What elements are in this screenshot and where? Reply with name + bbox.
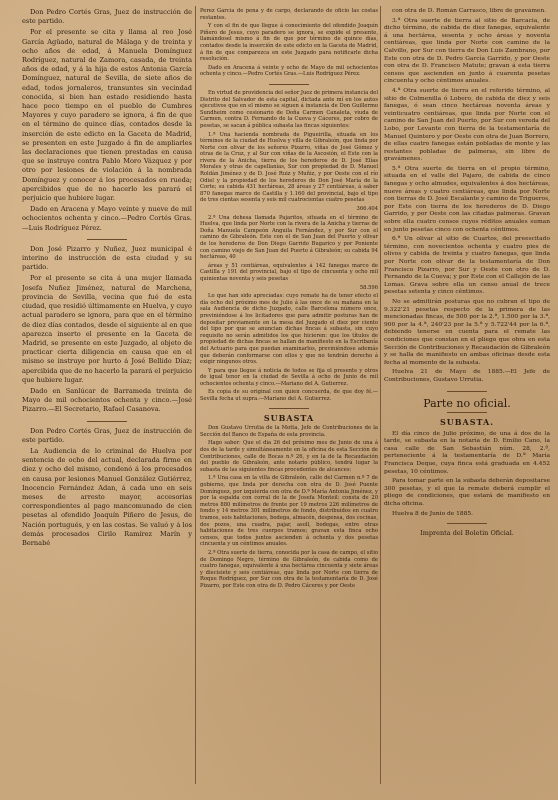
- price-value: 366.404: [356, 206, 378, 213]
- notice-date: Huelva 8 de Junio de 1885.: [392, 510, 474, 517]
- notice-signature: Dado en Sanlúcar de Barrameda treinta de Mayo de mil ochocientos ochenta y cinco.—José Pizarro.—El Secretario, Rafael Casanova.: [22, 386, 192, 414]
- notice-body: 5.ª Otra suerte de tierra en el propio término, situada en el valle del Pajaro, de cabida de cinco fanegas y ocho almudes, equivalentes á dos hectáreas, nueve áreas y cuatro centiáreas, que linda por Norte con tierras de D. José Escalante y camino de Trigueros, por Este con tierra de los herederos de D. Diego Garrido, y por Oeste con las citadas palmeras. Gravan sobre ella cuatro censos cuyos réditos anuales suman en junto pesetas cinco con ochenta céntimos.: [384, 165, 550, 233]
- notice-body: 2.ª Una dehesa llamada Pajaritos, situada en el término de Huelva, que linda por Norte con la rivera de la Anicha y tierras de Doña Manuela Campeón Anguila Fernández, y por Sur con el camino de Gibraleón. Este con el de San Juan del Puerto y olivar de los herederos de Don Diego Garrido Bugarico y por Poniente con camino viejo de San Juan del Puerto á Gibraleón; su cabida 94 hectáreas, 40: [200, 214, 378, 261]
- separator: [87, 239, 127, 240]
- notice-body: 6.ª Un olivar al sitio de Cuartos, del preescitado término, con novecientos ochenta y cuatro pies de olivos y cabida de treinta y cuatro fanegas, que linda por Norte con olivar de la testamentaría de Don Francisco Pizarro, por Sur y Oeste con otro de D. Fernando de la Cueva; y por Este con el Callejón de las Lomas. Grava sobre ella un censo anual de trece pesetas setenta y cinco céntimos.: [384, 236, 550, 296]
- notice-heading: Don Pedro Cortés Gras, Juez de instrucción de este partido.: [22, 426, 192, 444]
- separator: [269, 84, 309, 85]
- section-title-subasta: SUBASTA: [263, 412, 315, 423]
- notice-body: 4.ª Otra suerte de tierra en el referido término, al sitio de Colmenilla ó Lobero, de cabida de diez y seis fanegas, ó sean cinco hectáreas noventa áreas y veinticuatro centiáreas, que linda por Norte con el camino de San Juan del Puerto, por Sur con vereda del Lobo, por Levante con tierra de la testamentaría de Manuel Quintero y por Oeste con otra de Juan Borrero, de ellas cuatro fanegas están pobladas de monte y las restantes pobladas de palmeras, sin libre de gravámenes.: [384, 87, 550, 163]
- price-value: 58.596: [359, 284, 378, 291]
- notice-body: Perez García de pena y de cargo, declarando de oficio las costas restantes.: [200, 8, 378, 21]
- column-2: [200, 8, 378, 782]
- notice-heading: Don José Pizarro y Nuñez, Juez municipal é interino de instrucción de esta ciudad y su partido.: [22, 244, 192, 272]
- notice-body: En virtud de providencia del señor Juez de primera instancia del Distrito del Salvador de esta capital, dictada ante mí en los autos ejecutivos que en el mismo se siguen á instancia de Don Guillermo Sundheim como cesionario de Doña Carmen Canaleta, viuda de Carmen, contra D. Fernando de la Cueva y Cáceres, por cobro de pesetas, se sacan á pública subasta las fincas siguientes:: [200, 89, 378, 129]
- notice-heading: Don Pedro Cortés Gras, Juez de instrucción de este partido.: [22, 8, 192, 26]
- notice-body: No se admitirán posturas que no cubran el tipo de 9.322'21 pesetas respecto de la primera de las mencionadas fincas, de 500 por la 2.ª, 1.500 por la 3.ª, 900 por la 4.ª, 240'23 por la 5.ª y 5.722'44 por la 6.ª, debiendo tenerse en cuenta para el remate las condiciones que constan en el pliego que obra en esta Sección de Contribuciones y Recaudación de Gibraleón y se halla de manifiesto en ambas oficinas desde esta fecha al momento de la subasta.: [384, 298, 550, 366]
- separator: [447, 523, 487, 524]
- notice-body: 1.ª Una hacienda nombrada de Pigueirilla, situada en los términos de la ciudad de Huelva y villa de Gibraleón, que linda por Norte con olivar de los señores Pizarro, viñas de José Gómez y otras de la Cruz, y al Sur con viñas de la Ascosión, el Este con la rivera de la Anicha, tierra de los herederos de D. José Elías Morales y otras de capellanías, Sur con propiedad de D. Manuel Roldán Jiménez y de D. José Ruiz y Muñiz, y por Oeste con el río Odiel y la propiedad de los herederos de Don José María de la Corte; su cabida 431 hectáreas, 28 áreas y 27 centiáreas, á saber 870 fanegas marco de Castilla y 1.160 del provincial, bajo el tipo de tres cientas sesenta y seis mil cuatrocientas cuatro pesetas: [200, 131, 378, 204]
- column-3: [384, 8, 550, 782]
- notice-body: Por el presente se cita y llama al reo José García Agüado, natural de Málaga y de treinta y ocho años de edad, á Manuela Domínguez Rodríguez, natural de Zamora, casada, de treinta años de edad, y á la hija de estos Antonia García Domínguez, natural de Sevilla, de siete años de edad, todos jornaleros, tr​ansuntes sin vecindad conocida, si bien han estado residiendo hasta hace poco tiempo en el pueblo de Cumbres Mayores y cuyo paradero se ignora, á fin de que en el término de quince días, contados desde la inserción de este edicto en la Gaceta de Madrid, se presenten en este Juzgado á fin de ampliarles las declaraciones que tienen prestadas en causa que se instruye contra Pablo Moro Vázquez y por otro por lesiones de violación á la nombrada Domínguez y conocer á los procesados en rueda; apercibidos que de no hacerlo les parará el perjuicio que hubiere lugar.: [22, 28, 192, 203]
- separator: [87, 421, 127, 422]
- printer-footer: Imprenta del Boletin Oficial.: [420, 529, 514, 538]
- separator: [447, 391, 487, 392]
- separator: [447, 412, 487, 413]
- notice-body: Don Gustavo Urrutia de la Motta, Jefe de Contribuciones de la Sección del Banco de España de esta provincia.: [200, 425, 378, 438]
- separator: [269, 408, 309, 409]
- notice-signature: Huelva 21 de Mayo de 1885.—El Jefe de Contribuciones, Gustavo Urrutia.: [384, 369, 550, 383]
- section-title-unofficial: Parte no oficial.: [423, 396, 511, 410]
- notice-body: con otra de D. Román Carrasco, libre de gravámen.: [392, 8, 547, 14]
- column-divider: [195, 6, 196, 784]
- notice-signature: Dado en Aracena y Mayo veinte y nueve de mil ochocientos ochenta y cinco.—Pedro Cortés Gras.—Luis Rodríguez Pérez.: [22, 205, 192, 232]
- notice-body: Es copia de su original con quien concuerda, de que doy fé.—Sevilla fecha ut supra.—Mariano del A. Gutierrez.: [200, 389, 378, 403]
- notice-body: 2.ª Otra suerte de tierra, conocida por la casa de campo, el sitio de Domingo Negro, término de Gibraleón, de cabida como de cuatro fanegas, equivalente á una hectárea cincuenta y siete áreas y diecisiete y seis centiáreas, que linda por Norte con tierra de Roque Rodríguez, por Sur con otra de la testamentaría de D. José Pizarro, por Este con otra de D. Pedro Cáceres y por Oeste: [200, 549, 378, 589]
- notice-body: Y para que llegue á noticia de todos se fija el presente y otros de igual tenor en la ciudad de Sevilla á ocho de Junio de mil ochocientos ochenta y cinco.—Mariano del A. Gutierrez.: [200, 367, 378, 387]
- notice-body: Y con el fin de que llegue á conocimiento del ofendido Joaquín Piñero de Jesus, cuyo paradero se ignora, se expide el presente, llamándosel mismo á fin de que por término de quince días, contados desde la inserción de este edicto en la Gaceta de Madrid, á fin de que comparezca en este Juzgado para notificarle dicha resolución.: [200, 23, 378, 63]
- notice-body: 1.ª Una casa en la villa de Gibraleón, calle del Carmen n.º 7 de gobierno, que linda por derecha con otra de D. José Puente Domínguez, por izquierda con otra de D.ª María Antonia Jiménez, y por la espalda con corral de la de Josefa Monteil: consta de 20 metros 880 milímetros de frente por 19 metros 226 milímetros de fondo y 14 metros 301 milímetros de fondo, distribuidos en cuatro tramos, seis habitaciones, bodega, almacén, despensa, dos cocinas, dos pozos, una cuadra, pajar, asoll, bodegas, entre otras habitaciones de tres cuerpos tramos; gravan esta finca ocho censos, que todos juntos ascienden á ochenta y dos pesetas cincuenta y un céntimos anuales.: [200, 475, 378, 548]
- notice-signature: Dado en Aracena á veinte y ocho de Mayo de mil ochocientos ochenta y cinco.—Pedro Cortés Gras.—Luis Rodríguez Pérez.: [200, 64, 378, 78]
- notice-body: Hago saber: Que el dia 26 del próximo mes de Junio de una á dos de la tarde y simultáneamente en la oficina de esta Sección de Contribuciones, calle de Bocas n.º 26, y en la de la Recaudación del pueblo de Gibraleón, ante notario público, tendrá lugar la subasta de las siguientes fincas procedentes de alcances:: [200, 440, 378, 473]
- section-title-subasta: SUBASTA.: [439, 417, 494, 428]
- notice-body: El día cinco de Julio próximo, de una á dos de la tarde, se subasta en la notaría de D. Emilio Cano, la casa calle de San Sebastián núm. 28, 2.º, perteneciente á la testamentaría de D.ª María Francisca Deque, cuya finca está graduada en 4.452 pesetas, 10 céntimos.: [384, 430, 550, 475]
- column-1: [22, 8, 192, 782]
- notice-body: 3.ª Otra suerte de tierra al sitio de Barcacia, de dicho término, de cabida de diez fanegas, equivalente á una hectárea, sesenta y ocho áreas y noventa centiáreas, que linda por Norte con camino de la Calvillo, por Sur con tierra de Don Luis Zambrano, por Este con otra de D. Pedro García Garrido, y por Oeste con otra de D. Francisco Matute; gravan á esta tierra censos que ascienden en junto á cuarenta pesetas cincuenta y ocho céntimos anuales.: [384, 17, 550, 85]
- notice-body: La Audiencia de lo criminal de Huelva por sentencia de ocho del actual, declarada firme en diez y ocho del mismo, condenó á los procesados en causa por lesiones Manuel González Gutiérrez, Inocencio Fernández Adan, á cada uno en seis meses de arresto mayor, accesorias correspondientes al pago mancomunado de cien pesetas al ofendido Joaquín Piñero de Jesus, de Nación portugués, y en las costas. Se valuó y á los demás procesados Cirilo Ramírez Marín y Bernabé: [22, 446, 192, 547]
- notice-body: Por el presente se cita á una mujer llamada Josefa Nuñez Jiménez, natural de Marchena, provincia de Sevilla, vecina que fué de esta ciudad, que residió últimamente en Huelva, y cuyo actual paradero se ignora, para que en el término de diez días contados, desde el siguiente al en que aparezca inserto el presente en la Gaceta de Madrid, se presente en este Juzgado, al objeto de practicar cierta diligencia en causa que en el mismo se instruye por hurto á José Bellido Díaz; apercibida que de no hacerlo la parará el perjuicio que hubiere lugar.: [22, 274, 192, 384]
- notice-body: áreas y 51 centiáreas, equivalentes á 142 fanegas marco de Castilla y 191 del provincial, bajo el tipo de cincuenta y ocho mil quinientas noventa y seis pesetas: [200, 262, 378, 282]
- notice-body: Para tomar parte en la subasta deberán depositarse 300 pesetas, y el que la remate deberá cumplir el pliego de condiciones, que estará de manifiesto en dicha oficina.: [384, 478, 550, 508]
- column-divider: [380, 6, 381, 784]
- notice-body: Lo que han sido apreciadas: cuyo remate ha de tener efecto el día ocho del próximo mes de Julio á las once de su mañana en la sala Audiencia de dicho Juzgado, calle Barcelona número once, previniéndose á los licitadores que para admitir posturas han de depositar previamente en la mesa del Juzgado el diez por ciento del tipo por que se anuncian dichas fincas á subasta, sin cuyo requisito no serán admitidos los que hicieren: que los títulos de propiedad de dichas fincas se hallan de manifiesto en la Escribanía del Actuario para que puedan examinarlos, previniéndose además que deberán conformarse con ellos y que no tendrán derecho á exigir ningunos otros.: [200, 293, 378, 366]
